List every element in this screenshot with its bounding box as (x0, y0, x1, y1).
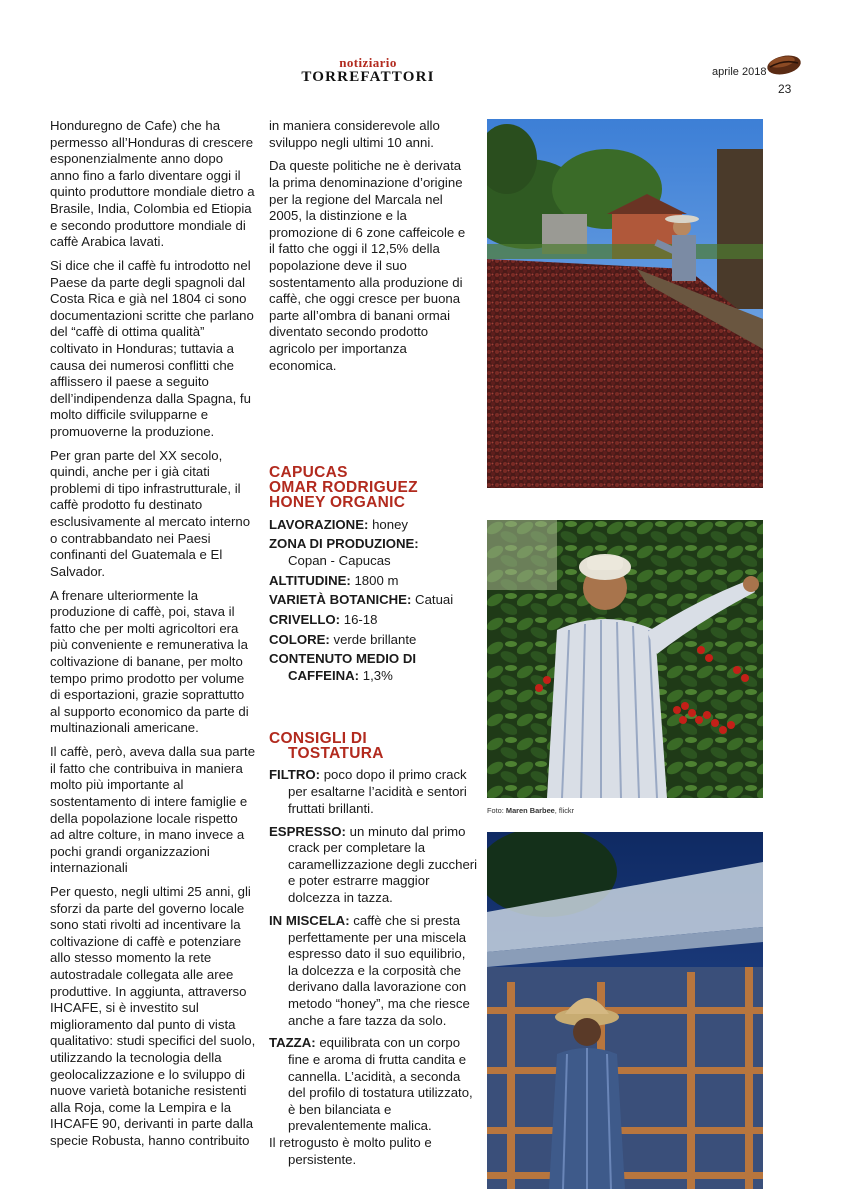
spec-colore: COLORE: verde brillante (269, 631, 417, 647)
paragraph: in maniera considerevole allo sviluppo negli ultimi 10 anni. (269, 118, 440, 150)
profile-title: CAPUCAS OMAR RODRIGUEZ HONEY ORGANIC (269, 464, 418, 512)
coffee-bean-icon (765, 50, 803, 78)
profile-specs (269, 516, 479, 685)
paragraph: Si dice che il caffè fu introdotto nel Paese da parte degli spagnoli dal Costa Rica e già nel 1804 ci sono documentazioni scritte che parlano del “caffè di ottima qualità” coltivato in Honduras; tuttavia a causa dei numerosi conflitti che afflissero il paese a seguito dell’indipendenza dalla Spagna, fu molto difficile svilupparne e promuoverne la produzione. (50, 257, 254, 439)
photo-coffee-drying (487, 119, 763, 488)
page-number: 23 (778, 82, 792, 96)
spec-varieta: VARIETÀ BOTANICHE: Catuai (269, 592, 454, 608)
photo-coffee-picker (487, 520, 763, 798)
roasting-title: CONSIGLI DI TOSTATURA (269, 730, 384, 763)
tip-filtro: FILTRO: poco dopo il primo crack per esaltarne l’acidità e sentori fruttati brillanti. (269, 767, 467, 816)
article-column-left (50, 118, 256, 1157)
masthead-top: notiziario (339, 55, 397, 70)
paragraph: Per gran parte del XX secolo, quindi, anche per i già citati problemi di tipo infrastrutturale, il caffè prodotto fu destinato esclusivamente al mercato interno o contrabbandato nei Paesi confinanti del Guatemala e El Salvador. (50, 447, 251, 579)
tip-espresso: ESPRESSO: un minuto dal primo crack per completare la caramellizzazione degli zuccheri e poter estrarre maggior dolcezza in tazza. (269, 823, 478, 905)
spec-zona: ZONA DI PRODUZIONE: Copan - Capucas (269, 536, 419, 569)
spec-altitudine: ALTITUDINE: 1800 m (269, 572, 399, 588)
issue-date: aprile 2018 (712, 66, 767, 78)
paragraph: Honduregno de Cafe) che ha permesso all’Honduras di crescere esponenzialmente anno dopo anno fino a farlo diventare oggi il quinto produttore mondiale dietro a Brasile, India, Colombia ed Etiopia e secondo produttore mondiale di caffè Arabica lavati. (50, 118, 255, 250)
roasting-tips (269, 731, 479, 1175)
paragraph: Il caffè, però, aveva dalla sua parte il fatto che contribuiva in maniera molto più importante al sostentamento di intere famiglie e della popolazione locale rispetto ad altre colture, in mano invece a pochi grandi organizzazioni internazionali (50, 744, 256, 876)
spec-lavorazione: LAVORAZIONE: honey (269, 516, 408, 532)
paragraph: A frenare ulteriormente la produzione di caffè, poi, stava il fatto che per molti agricoltori era più conveniente e remunerativa la coltivazione di banane, per molto tempo primo prodotto per volume di esportazioni, grazie soprattutto al supporto economico da parte di multinazionali americane. (50, 587, 249, 736)
masthead (300, 56, 436, 85)
spec-crivello: CRIVELLO: 16-18 (269, 611, 378, 627)
tip-tazza: TAZZA: equilibrata con un corpo fine e aroma di frutta candita e cannella. L’acidità, a seconda del profilo di tostatura utilizzato, è ben bilanciata e prevalentemente malica. Il retrogusto è molto pulito e persistente. (269, 1035, 473, 1167)
coffee-profile (269, 465, 479, 687)
photo-caption: Foto: Maren Barbee, flickr (487, 806, 575, 815)
masthead-title: TORREFATTORI (301, 69, 435, 85)
spec-caffeina: CONTENUTO MEDIO DI CAFFEINA: 1,3% (269, 651, 417, 684)
paragraph: Da queste politiche ne è derivata la prima denominazione d’origine per la regione del Marcala nel 2005, la distinzione e la promozione di 6 zone caffeicole e il fatto che oggi il 12,5% della popolazione deve il suo sostentamento alla produzione di caffè, che oggi cresce per buona parte all’ombra di banani ormai diventato secondo prodotto agricolo per importanza economica. (269, 158, 466, 373)
article-column-middle (269, 118, 474, 381)
tip-miscela: IN MISCELA: caffè che si presta perfettamente per una miscela espresso dato il suo equilibrio, la dolcezza e la corposità che derivano dalla lavorazione con metodo “honey”, ma che riesce anche a fare tazza da solo. (269, 912, 470, 1028)
roasting-list (269, 767, 479, 1168)
photo-drying-beds (487, 832, 763, 1189)
paragraph: Per questo, negli ultimi 25 anni, gli sforzi da parte del governo locale sono stati rivolti ad incentivare la coltivazione di caffè e potenziare allo stesso momento la rete autostradale collegata alle aree produttive. In aggiunta, attraverso IHCAFE, si è investito sul miglioramento dal punto di vista qualitativo: studi specifici del suolo, utilizzando la tecnologia della geolocalizzazione e lo sviluppo di nuove varietà botaniche resistenti alla Roja, come la Lempira e la IHCAFE 90, derivanti in parte dalla specie Robusta, hanno contribuito (50, 884, 256, 1148)
